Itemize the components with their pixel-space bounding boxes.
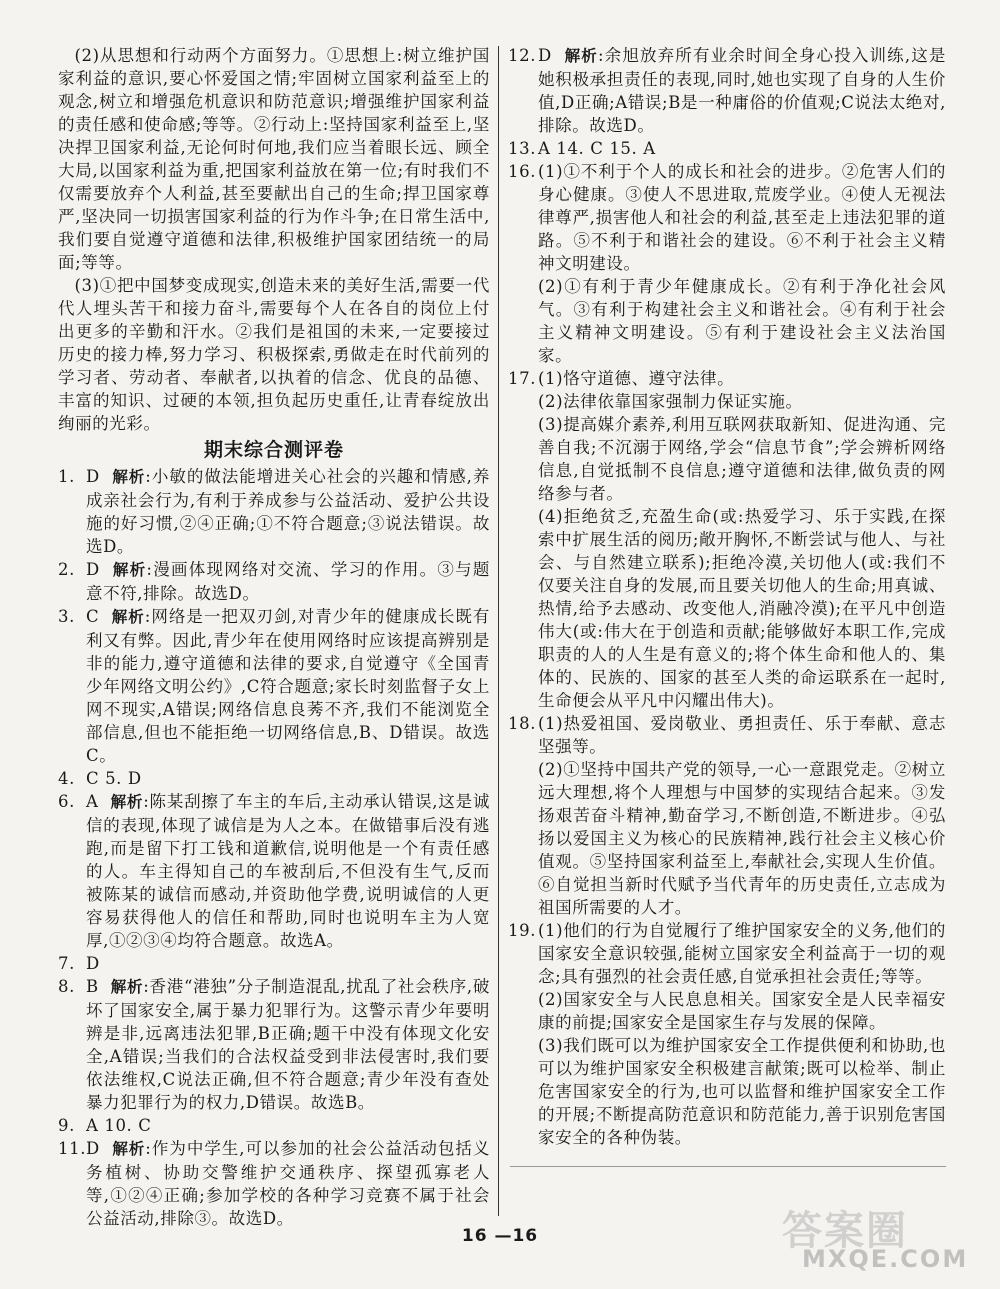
column-divider [498,46,499,1216]
item-answer: A [86,792,99,811]
right-column [508,44,946,1149]
item-text: :余旭放弃所有业余时间全身心投入训练,这是她积极承担责任的表现,同时,她也实现了自身的人生价值,D正确;A错误;B是一种庸俗的价值观;C说法太绝对,排除。故选D。 [538,46,946,135]
item-answer: A 10. C [86,1116,152,1135]
item-19-part-2: (2)国家安全与人民息息相关。国家安全是人民幸福安康的前提;国家安全是国家生存与发展的保障。 [538,990,946,1032]
answer-item-13-15 [508,137,946,160]
analysis-keyword: 解析 [112,468,146,486]
page-number: 16 —16 [461,1226,539,1246]
answer-part-3: (3)①把中国梦变成现实,创造未来的美好生活,需要一代代人埋头苦干和接力奋斗,需要每个人在各自的岗位上付出更多的辛勤和汗水。②我们是祖国的未来,一定要接过历史的接力棒,努力学习、积极探索,勇做走在时代前列的学习者、劳动者、奉献者,以执着的信念、优良的品德、丰富的知识、过硬的本领,担负起历史重任,让青春绽放出绚丽的光彩。 [58,276,490,433]
item-number: 17. [508,369,537,388]
analysis-keyword: 解析 [112,561,147,579]
item-number: 4. [58,769,75,788]
answer-item-1 [58,465,490,558]
analysis-keyword: 解析 [112,1140,146,1158]
watermark-url: MXQE.COM [802,1245,969,1273]
analysis-keyword: 解析 [111,608,145,626]
item-answer: D [86,467,100,486]
watermark-logo [762,1199,982,1275]
analysis-keyword: 解析 [564,47,598,65]
section-title: 期末综合测评卷 [203,439,344,461]
item-text: :陈某刮擦了车主的车后,主动承认错误,这是诚信的表现,体现了诚信是为人之本。在做错事后没有逃跑,而是留下打工钱和道歉信,说明他是一个有责任感的人。车主得知自己的车被刮后,不但没有生气,反而被陈某的诚信而感动,并资助他学费,说明诚信的人更容易获得他人的信任和帮助,同时也说明车主为人宽厚,①②③④均符合题意。故选A。 [86,792,490,950]
item-number: 1. [58,467,75,486]
item-number: 9. [58,1116,75,1135]
item-number: 12. [508,46,537,65]
item-text: :作为中学生,可以参加的社会公益活动包括义务植树、协助交警维护交通秩序、探望孤寡老人等,①②④正确;参加学校的各种学习竞赛不属于社会公益活动,排除③。故选D。 [86,1139,490,1228]
answer-item-3 [58,605,490,767]
item-16-part-1: (1)①不利于个人的成长和社会的进步。②危害人们的身心健康。③使人不思进取,荒废学业。④使人无视法律尊严,损害他人和社会的利益,甚至走上违法犯罪的道路。⑤不利于和谐社会的建设。⑥不利于社会主义精神文明建设。 [538,162,946,273]
answer-item-2 [58,558,490,605]
item-answer: D [86,560,100,579]
item-text: :网络是一把双刃剑,对青少年的健康成长既有利又有弊。因此,青少年在使用网络时应该提高辨别是非的能力,遵守道德和法律的要求,自觉遵守《全国青少年网络文明公约》,C符合题意;家长时刻监督子女上网不现实,A错误;网络信息良莠不齐,我们不能浏览全部信息,但也不能拒绝一切网络信息,B、D错误。故选C。 [86,607,490,765]
item-number: 3. [58,607,75,626]
item-answer: B [86,977,99,996]
item-17-part-1: (1)恪守道德、遵守法律。 [538,369,735,388]
answer-item-6 [58,790,490,952]
item-answer: D [538,46,552,65]
item-answer: D [86,954,100,973]
item-19-part-1: (1)他们的行为自觉履行了维护国家安全的义务,他们的国家安全意识较强,能树立国家安全利益高于一切的观念;具有强烈的社会责任感,自觉承担社会责任;等等。 [538,921,946,986]
item-text: :小敏的做法能增进关心社会的兴趣和情感,养成亲社会行为,有利于养成参与公益活动、爱护公共设施的好习惯,②④正确;①不符合题意;③说法错误。故选D。 [86,467,490,556]
item-17-part-4: (4)拒绝贫乏,充盈生命(或:热爱学习、乐于实践,在探索中扩展生活的阅历;敞开胸怀,不断尝试与他人、与社会、与自然建立联系);拒绝冷漠,关切他人(或:我们不仅要关注自身的发展,而且要关切他人的生命;用真诚、热情,给予去感动、改变他人,消融冷漠);在平凡中创造伟大(或:伟大在于创造和贡献;能够做好本职工作,完成职责的人的人生是有意义的;将个体生命和他人的、集体的、民族的、国家的甚至人类的命运联系在一起时,生命便会从平凡中闪耀出伟大)。 [538,507,946,710]
answer-item-4-5 [58,767,490,790]
item-number: 6. [58,792,75,811]
item-number: 18. [508,714,537,733]
item-18-part-1: (1)热爱祖国、爱岗敬业、勇担责任、乐于奉献、意志坚强等。 [538,714,946,756]
item-number: 19. [508,921,537,940]
answer-item-8 [58,975,490,1114]
item-answer: C 5. D [86,769,142,788]
answer-item-7 [58,952,490,975]
item-17-part-2: (2)法律依靠国家强制力保证实施。 [538,392,803,411]
item-answer: C [86,607,100,626]
item-number: 16. [508,162,537,181]
left-column [58,44,490,1230]
watermark-logo-text: 答案圈 [782,1208,908,1254]
analysis-keyword: 解析 [110,978,144,996]
analysis-keyword: 解析 [110,793,144,811]
answer-item-18 [508,712,946,919]
bottom-rule [510,1166,946,1167]
answer-item-12 [508,44,946,137]
answer-item-16 [508,160,946,367]
item-text: :香港“港独”分子制造混乱,扰乱了社会秩序,破坏了国家安全,属于暴力犯罪行为。这警示青少年要明辨是非,远离违法犯罪,B正确;题干中没有体现文化安全,A错误;当我们的合法权益受到非法侵害时,我们要依法维权,C说法正确,但不符合题意;青少年没有查处暴力犯罪行为的权力,D错误。故选B。 [86,977,490,1112]
item-16-part-2: (2)①有利于青少年健康成长。②有利于净化社会风气。③有利于构建社会主义和谐社会。④有利于社会主义精神文明建设。⑤有利于建设社会主义法治国家。 [538,277,946,365]
answer-item-17 [508,367,946,712]
answer-item-9-10 [58,1114,490,1137]
item-number: 7. [58,954,75,973]
item-18-part-2: (2)①坚持中国共产党的领导,一心一意跟党走。②树立远大理想,将个人理想与中国梦的实现结合起来。③发扬艰苦奋斗精神,勤奋学习,不断创造,不断进步。④弘扬以爱国主义为核心的民族精神,践行社会主义核心价值观。⑤坚持国家利益至上,奉献社会,实现人生价值。⑥自觉担当新时代赋予当代青年的历史责任,立志成为祖国所需要的人才。 [538,760,946,917]
answer-item-19 [508,919,946,1149]
item-number: 13. [508,139,537,158]
answer-part-2: (2)从思想和行动两个方面努力。①思想上:树立维护国家利益的意识,要心怀爱国之情;牢固树立国家利益至上的观念,树立和增强危机意识和防范意识;增强维护国家利益的责任感和使命感;等等。②行动上:坚持国家利益至上,坚决捍卫国家利益,无论何时何地,我们应当着眼长远、顾全大局,以国家利益为重,把国家利益放在第一位;有时我们不仅需要放弃个人利益,甚至要献出自己的生命;捍卫国家尊严,坚决同一切损害国家利益的行为作斗争;在日常生活中,我们要自觉遵守道德和法律,积极维护国家团结统一的局面;等等。 [58,46,490,272]
item-number: 2. [58,560,75,579]
item-number: 8. [58,977,75,996]
item-17-part-3: (3)提高媒介素养,利用互联网获取新知、促进沟通、完善自我;不沉溺于网络,学会“信息节食”;学会辨析网络信息,自觉抵制不良信息;遵守道德和法律,做负责的网络参与者。 [538,415,946,503]
answer-item-11 [58,1137,490,1230]
item-text: :漫画体现网络对交流、学习的作用。③与题意不符,排除。故选D。 [86,560,490,603]
item-19-part-3: (3)我们既可以为维护国家安全工作提供便利和协助,也可以为维护国家安全积极建言献策;既可以检举、制止危害国家安全的行为,也可以监督和维护国家安全工作的开展;不断提高防范意识和防范能力,善于识别危害国家安全的各种伪装。 [538,1036,946,1147]
item-answer: D [86,1139,100,1158]
item-number: 11. [58,1139,87,1158]
item-answer: A 14. C 15. A [538,139,656,158]
